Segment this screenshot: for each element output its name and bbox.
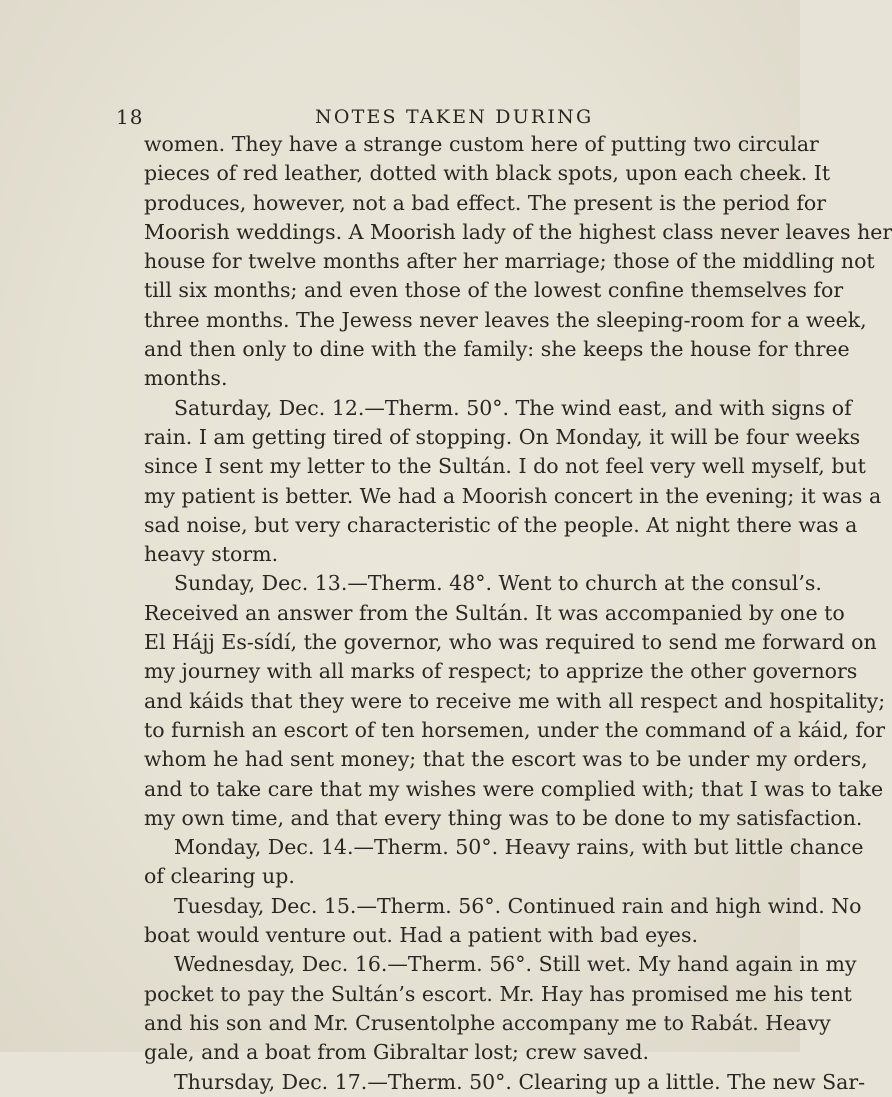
text-line: produces, however, not a bad effect. The present is the period for [144,190,827,215]
text-line: Moorish weddings. A Moorish lady of the highest class never leaves her [144,219,892,244]
diary-entry-line: Wednesday, Dec. 16.—Therm. 56°. Still wet. My hand again in my [174,952,857,977]
text-line: three months. The Jewess never leaves the sleeping-room for a week, [144,307,867,332]
text-line: and káids that they were to receive me with all respect and hospitality; [144,688,886,713]
diary-entry-line: Saturday, Dec. 12.—Therm. 50°. The wind east, and with signs of [174,395,852,420]
diary-entry-line: Sunday, Dec. 13.—Therm. 48°. Went to church at the consul’s. [174,571,822,596]
text-line: and then only to dine with the family: she keeps the house for three [144,337,850,362]
text-line: pieces of red leather, dotted with black spots, upon each cheek. It [144,161,831,186]
text-line: to furnish an escort of ten horsemen, under the command of a káid, for [144,717,886,742]
text-line: house for twelve months after her marriage; those of the middling not [144,249,875,274]
text-line: boat would venture out. Had a patient with bad eyes. [144,923,698,948]
diary-entry-line: Thursday, Dec. 17.—Therm. 50°. Clearing up a little. The new Sar- [174,1069,866,1094]
text-line: heavy storm. [144,542,279,567]
text-line: women. They have a strange custom here of putting two circular [144,132,819,156]
text-line: and to take care that my wishes were complied with; that I was to take [144,776,884,801]
text-line: my own time, and that every thing was to be done to my satisfaction. [144,805,863,830]
body-text [144,130,892,1097]
running-head: NOTES TAKEN DURING [315,106,594,128]
text-line: till six months; and even those of the lowest confine themselves for [144,278,844,303]
diary-entry-line: Monday, Dec. 14.—Therm. 50°. Heavy rains, with but little chance [174,835,864,860]
diary-entry-line: Tuesday, Dec. 15.—Therm. 56°. Continued rain and high wind. No [174,893,862,918]
text-line: and his son and Mr. Crusentolphe accompany me to Rabát. Heavy [144,1010,831,1035]
page-number: 18 [116,105,144,129]
text-line: my journey with all marks of respect; to apprize the other governors [144,659,858,684]
text-line: El Hájj Es-sídí, the governor, who was required to send me forward on [144,630,877,655]
text-line: months. [144,366,228,391]
text-line: Received an answer from the Sultán. It was accompanied by one to [144,600,845,625]
page-header [0,102,800,132]
text-line: pocket to pay the Sultán’s escort. Mr. Hay has promised me his tent [144,981,852,1006]
text-line: of clearing up. [144,864,295,889]
text-line: whom he had sent money; that the escort was to be under my orders, [144,747,868,772]
text-line: gale, and a boat from Gibraltar lost; crew saved. [144,1040,650,1065]
text-line: sad noise, but very characteristic of the people. At night there was a [144,512,858,537]
text-line: since I sent my letter to the Sultán. I do not feel very well myself, but [144,454,866,479]
text-line: my patient is better. We had a Moorish concert in the evening; it was a [144,483,882,508]
text-line: rain. I am getting tired of stopping. On Monday, it will be four weeks [144,424,861,449]
